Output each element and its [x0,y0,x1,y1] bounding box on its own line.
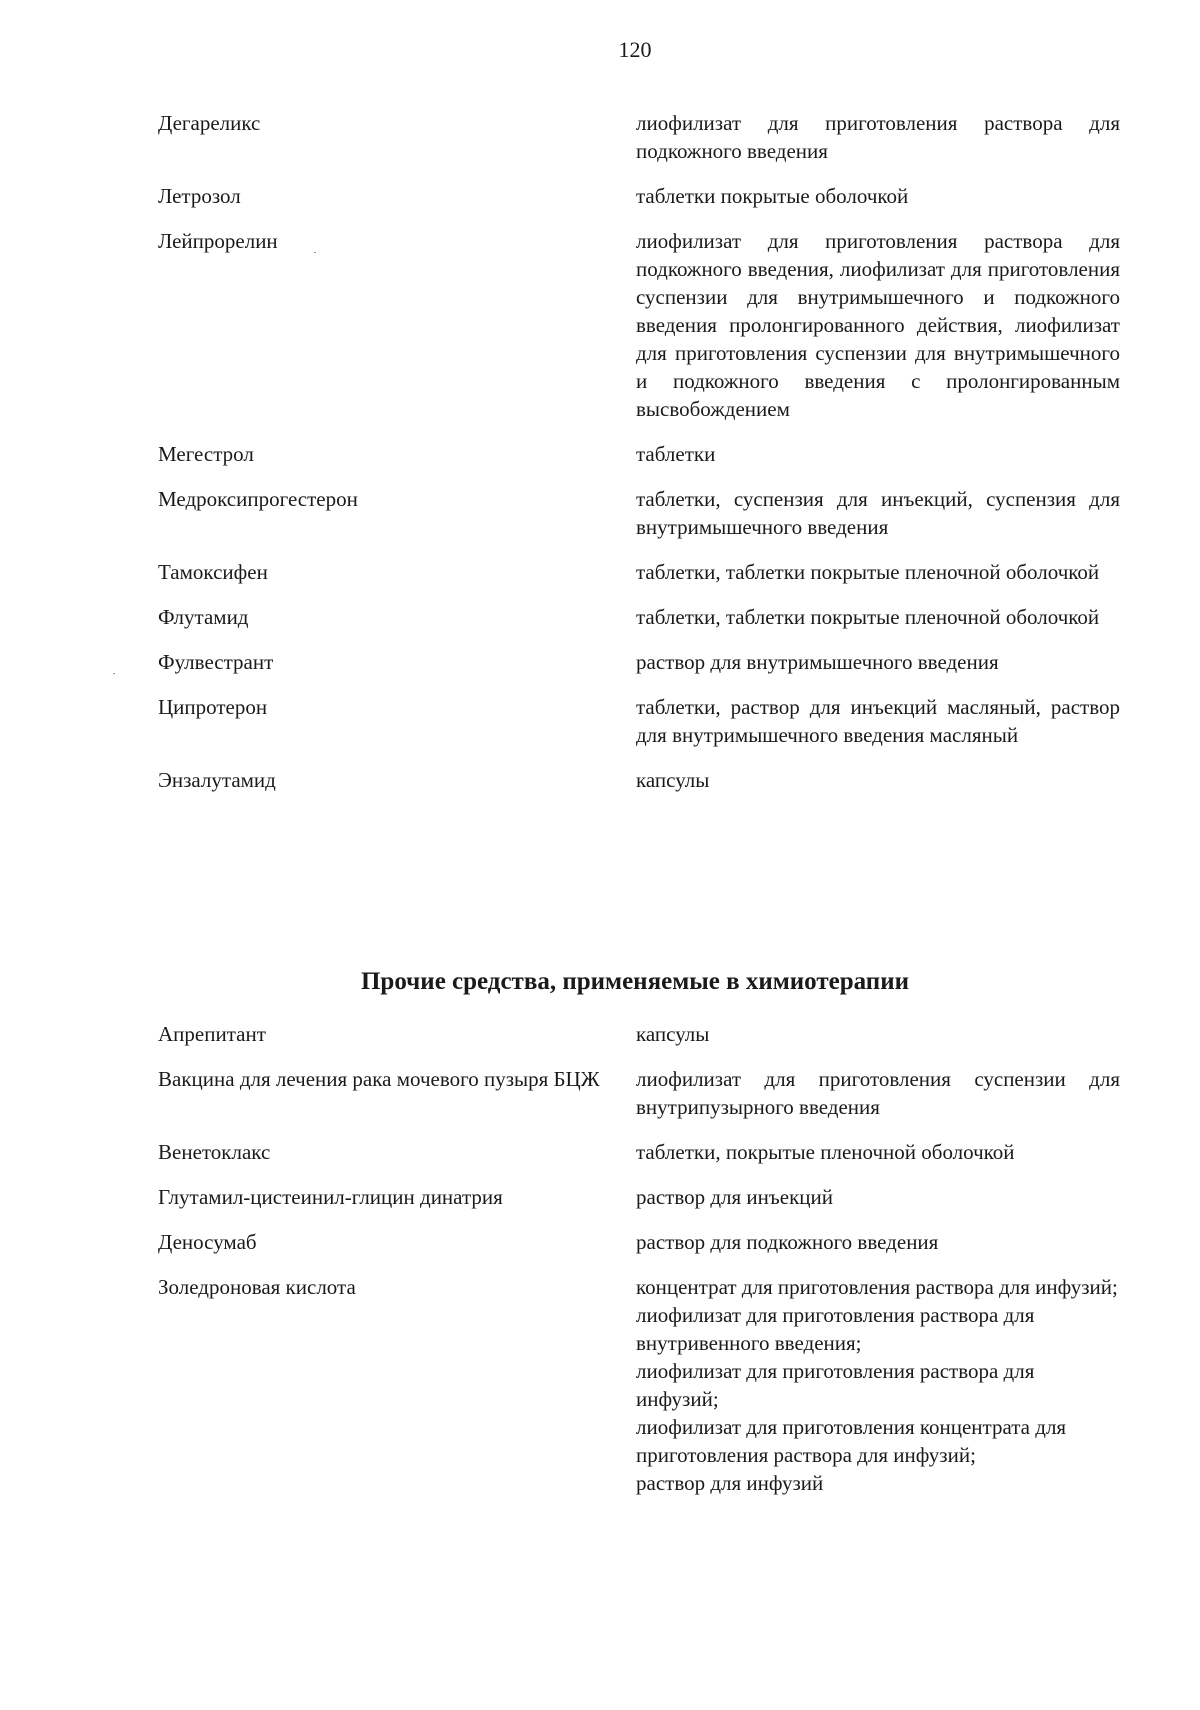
dosage-form: раствор для инъекций [636,1185,833,1209]
table-row [158,1138,1120,1166]
drug-name: Мегестрол [158,442,254,466]
drug-table-hormonal [158,109,1120,811]
dosage-form: капсулы [636,768,710,792]
drug-name: Глутамил-цистеинил-глицин динатрия [158,1185,503,1209]
dosage-form: таблетки, раствор для инъекций масляный, раствор для внутримышечного введения масляный [636,695,1120,747]
drug-name: Летрозол [158,184,241,208]
table-row [158,558,1120,586]
table-row [158,227,1120,423]
table-row [158,1228,1120,1256]
table-row [158,1020,1120,1048]
dosage-form: таблетки, таблетки покрытые пленочной оболочкой [636,560,1100,584]
drug-name: Деносумаб [158,1230,257,1254]
dosage-form: лиофилизат для приготовления раствора для подкожного введения, лиофилизат для приготовления суспензии для внутримышечного и подкожного введения пролонгированного действия, лиофилизат для приготовления суспензии для внутримышечного и подкожного введения с пролонгированным высвобождением [636,229,1120,421]
drug-name: Фулвестрант [158,650,274,674]
drug-name: Тамоксифен [158,560,268,584]
table-row [158,182,1120,210]
drug-name: Лейпрорелин [158,229,278,253]
dosage-form-item: концентрат для приготовления раствора для инфузий; [636,1275,1118,1299]
dosage-form-item: лиофилизат для приготовления концентрата для приготовления раствора для инфузий; [636,1415,1067,1467]
table-row [158,1273,1120,1497]
dosage-form: капсулы [636,1022,710,1046]
drug-table-chemotherapy-other [158,1020,1120,1514]
scan-speck [314,252,316,253]
dosage-form-list [636,1273,1120,1497]
table-row [158,693,1120,749]
drug-name: Венетоклакс [158,1140,271,1164]
table-row [158,766,1120,794]
scan-speck [113,673,115,674]
table-row [158,440,1120,468]
table-row [158,1183,1120,1211]
page-number: 120 [618,37,652,62]
drug-name: Апрепитант [158,1022,266,1046]
drug-name: Энзалутамид [158,768,276,792]
section-heading: Прочие средства, применяемые в химиотерапии [360,968,910,995]
dosage-form: таблетки, суспензия для инъекций, суспензия для внутримышечного введения [636,487,1120,539]
dosage-form-item: лиофилизат для приготовления раствора для инфузий; [636,1359,1035,1411]
table-row [158,485,1120,541]
table-row [158,603,1120,631]
dosage-form: раствор для подкожного введения [636,1230,939,1254]
dosage-form-item: лиофилизат для приготовления раствора для внутривенного введения; [636,1303,1035,1355]
table-row [158,1065,1120,1121]
dosage-form: лиофилизат для приготовления раствора для подкожного введения [636,111,1120,163]
dosage-form: таблетки, покрытые пленочной оболочкой [636,1140,1015,1164]
dosage-form: таблетки, таблетки покрытые пленочной оболочкой [636,605,1100,629]
drug-name: Ципротерон [158,695,268,719]
dosage-form: лиофилизат для приготовления суспензии для внутрипузырного введения [636,1067,1120,1119]
drug-name: Медроксипрогестерон [158,487,358,511]
table-row [158,109,1120,165]
dosage-form: таблетки [636,442,716,466]
table-row [158,648,1120,676]
drug-name: Золедроновая кислота [158,1275,356,1299]
drug-name: Флутамид [158,605,249,629]
dosage-form: таблетки покрытые оболочкой [636,184,909,208]
dosage-form-item: раствор для инфузий [636,1471,824,1495]
drug-name: Дегареликс [158,111,261,135]
dosage-form: раствор для внутримышечного введения [636,650,999,674]
drug-name: Вакцина для лечения рака мочевого пузыря БЦЖ [158,1067,600,1091]
